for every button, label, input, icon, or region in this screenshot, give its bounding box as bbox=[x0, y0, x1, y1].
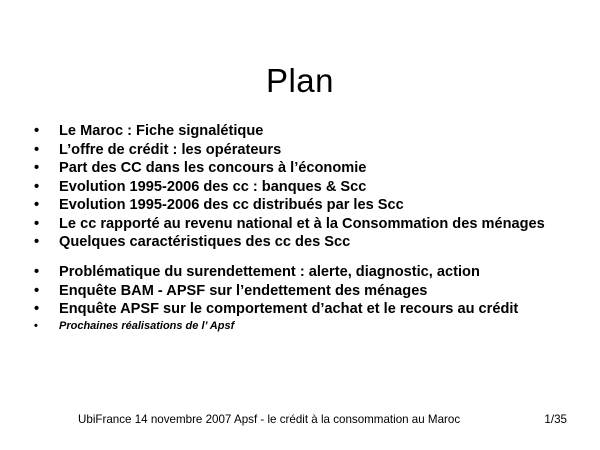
bullet-icon: • bbox=[34, 215, 40, 232]
bullet-icon: • bbox=[34, 264, 40, 280]
bullet-icon: • bbox=[34, 234, 40, 250]
bullet-icon: • bbox=[34, 141, 40, 158]
bullet-list-main bbox=[34, 122, 594, 252]
list-item-text: L’offre de crédit : les opérateurs bbox=[59, 141, 282, 158]
bullet-icon: • bbox=[34, 319, 38, 332]
bullet-icon: • bbox=[34, 178, 40, 195]
list-item-text: Enquête BAM - APSF sur l’endettement des ménages bbox=[59, 282, 428, 299]
bullet-icon: • bbox=[34, 123, 40, 139]
list-item-text: Problématique du surendettement : alerte, diagnostic, action bbox=[59, 264, 480, 280]
list-item-text: Enquête APSF sur le comportement d’achat et le recours au crédit bbox=[59, 301, 519, 317]
list-item-text: Le cc rapporté au revenu national et à la Consommation des ménages bbox=[59, 215, 545, 232]
bullet-list-secondary bbox=[34, 263, 594, 334]
bullet-icon: • bbox=[34, 160, 40, 176]
list-item bbox=[34, 300, 594, 319]
list-item-text: Quelques caractéristiques des cc des Scc bbox=[59, 234, 351, 250]
bullet-icon: • bbox=[34, 301, 40, 317]
list-item-text: Evolution 1995-2006 des cc distribués par les Scc bbox=[59, 197, 404, 213]
list-item-text: Evolution 1995-2006 des cc : banques & Scc bbox=[59, 178, 367, 195]
footer-text: UbiFrance 14 novembre 2007 Apsf - le crédit à la consommation au Maroc bbox=[78, 413, 461, 426]
list-item bbox=[34, 282, 594, 301]
list-item-text: Prochaines réalisations de l’ Apsf bbox=[59, 319, 235, 332]
bullet-icon: • bbox=[34, 197, 40, 213]
list-item-small bbox=[34, 319, 594, 334]
list-item bbox=[34, 196, 594, 215]
list-item bbox=[34, 263, 594, 282]
slide-title: Plan bbox=[265, 62, 335, 99]
list-item bbox=[34, 178, 594, 197]
list-item bbox=[34, 233, 594, 252]
page-number: 1/35 bbox=[544, 413, 567, 426]
list-item-text: Part des CC dans les concours à l’économie bbox=[59, 160, 367, 176]
list-item bbox=[34, 215, 594, 234]
list-item bbox=[34, 141, 594, 160]
list-item-text: Le Maroc : Fiche signalétique bbox=[59, 123, 264, 139]
list-item bbox=[34, 122, 594, 141]
list-item bbox=[34, 159, 594, 178]
bullet-icon: • bbox=[34, 282, 40, 299]
